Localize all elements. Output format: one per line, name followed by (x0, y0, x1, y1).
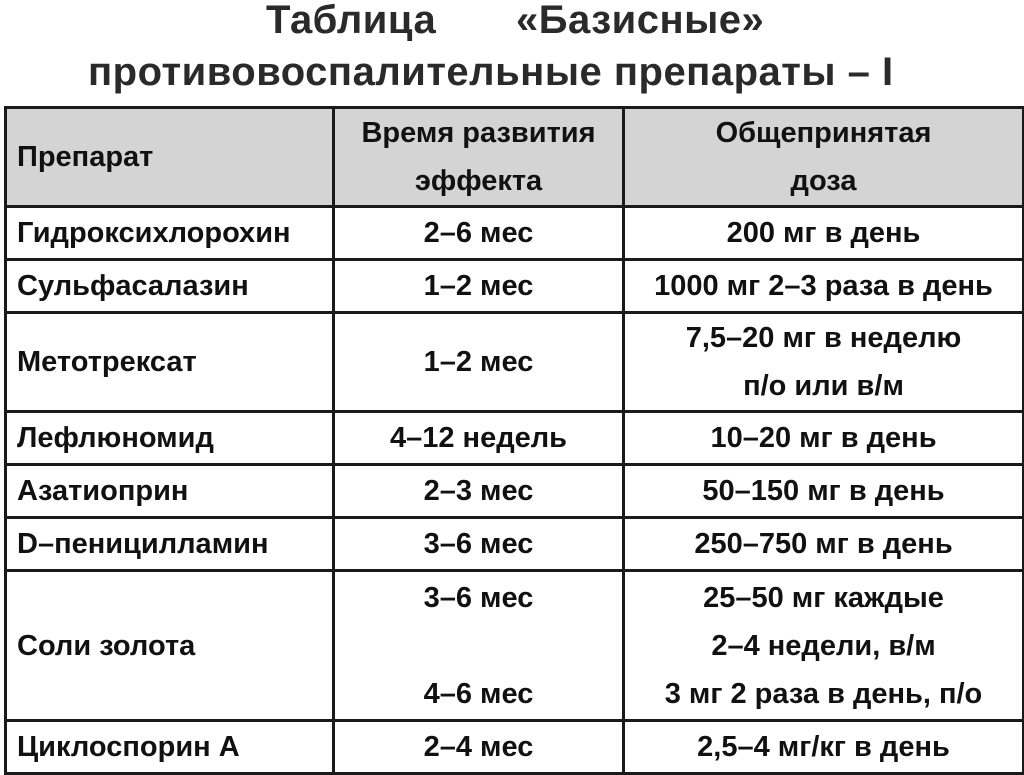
dose: 250–750 мг в день (624, 518, 1024, 571)
dose-line-1: 25–50 мг каждые (703, 581, 944, 614)
title-word-table: Таблица (266, 0, 437, 42)
header-time-line-1: Время развития (361, 117, 596, 149)
header-time-line-2: эффекта (414, 165, 543, 197)
effect-time (334, 571, 624, 721)
dose: 50–150 мг в день (624, 465, 1024, 518)
table-row (6, 412, 1024, 465)
dose (624, 313, 1024, 412)
effect-time-line-1: 3–6 мес (423, 581, 534, 614)
header-dose-line-2: доза (790, 165, 857, 197)
page-title (0, 0, 1024, 94)
dose: 1000 мг 2–3 раза в день (624, 260, 1024, 313)
dose: 10–20 мг в день (624, 412, 1024, 465)
drug-name: Азатиоприн (6, 465, 334, 518)
header-dose (624, 108, 1024, 207)
table-row (6, 260, 1024, 313)
header-time (334, 108, 624, 207)
dose-line-3: 3 мг 2 раза в день, п/о (664, 677, 983, 710)
effect-time: 2–3 мес (334, 465, 624, 518)
drug-name: Циклоспорин А (6, 721, 334, 774)
header-dose-line-1: Общепринятая (715, 117, 932, 149)
drug-name: D–пеницилламин (6, 518, 334, 571)
table-row (6, 465, 1024, 518)
effect-time: 4–12 недель (334, 412, 624, 465)
dose-line-2: 2–4 недели, в/м (711, 629, 936, 662)
effect-time-gap (341, 622, 616, 670)
effect-time: 1–2 мес (334, 260, 624, 313)
effect-time: 1–2 мес (334, 313, 624, 412)
table-row (6, 313, 1024, 412)
header-drug: Препарат (6, 108, 334, 207)
effect-time: 3–6 мес (334, 518, 624, 571)
drugs-table (4, 106, 1024, 775)
effect-time: 2–4 мес (334, 721, 624, 774)
table-row (6, 721, 1024, 774)
drug-name: Гидроксихлорохин (6, 207, 334, 260)
dose: 200 мг в день (624, 207, 1024, 260)
dose (624, 571, 1024, 721)
title-line-1 (0, 0, 1024, 52)
table-row (6, 207, 1024, 260)
dose-line-1: 7,5–20 мг в неделю (685, 322, 962, 354)
table-row (6, 571, 1024, 721)
drug-name: Лефлюномид (6, 412, 334, 465)
drug-name: Соли золота (6, 571, 334, 721)
effect-time: 2–6 мес (334, 207, 624, 260)
table-row (6, 518, 1024, 571)
table-header-row (6, 108, 1024, 207)
title-word-basic: «Базисные» (516, 0, 765, 42)
drug-name: Метотрексат (6, 313, 334, 412)
title-line-2: противовоспалительные препараты – I (88, 50, 894, 94)
drug-name: Сульфасалазин (6, 260, 334, 313)
dose-line-2: п/о или в/м (743, 370, 904, 402)
effect-time-line-3: 4–6 мес (423, 677, 534, 710)
dose: 2,5–4 мг/кг в день (624, 721, 1024, 774)
